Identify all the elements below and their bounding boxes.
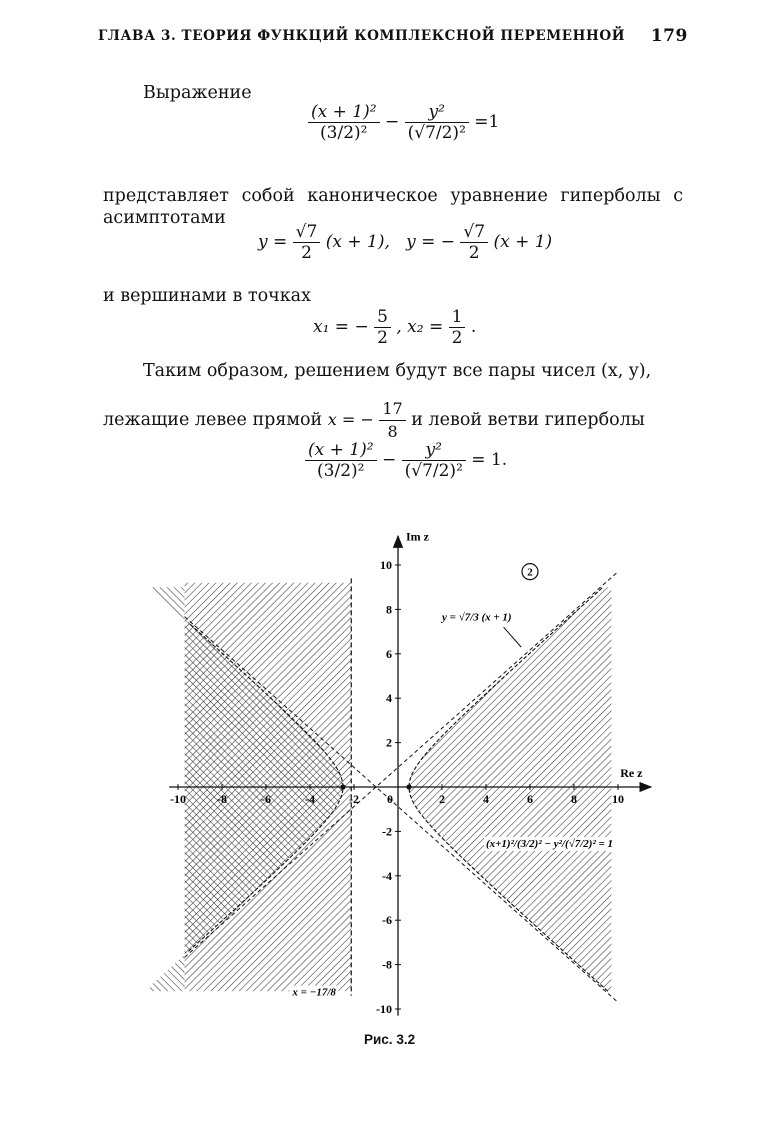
equation-asymptotes: y = $\frac{√7}{2}$ (x + 1), y = − $\frac{√7}{2}$ (x + 1) [258,222,553,263]
x-tick-label: 0 [387,792,393,806]
running-title: ГЛАВА 3. ТЕОРИЯ ФУНКЦИЙ КОМПЛЕКСНОЙ ПЕРЕМЕННОЙ [98,28,626,44]
equation-hyperbola-1: $\frac{\text{(x + 1)²}}{\text{(3/2)²}}$ − $\frac{\text{y²}}{\text{(√7/2)²}}$ =1 [308,102,499,143]
equation-hyperbola-2: $\frac{\text{(x + 1)²}}{\text{(3/2)²}}$ − $\frac{\text{y²}}{\text{(√7/2)²}}$ = 1. [305,440,507,481]
page-number: 179 [650,26,688,46]
region-right-branch [409,587,614,991]
y-axis-label: Im z [406,529,429,544]
hyperbola-label: (x+1)²/(3/2)² − y²/(√7/2)² = 1 [486,837,614,850]
y-tick-label: -2 [382,824,392,839]
equation-vertices: x₁ = − $\frac{5}{2}$ , x₂ = $\frac{1}{2}$ . [313,307,477,348]
x-tick-label: 8 [571,792,577,806]
y-tick-label: 8 [386,602,392,617]
asymptote-label: y = √7/3 (x + 1) [442,611,512,624]
y-tick-label: -8 [382,957,392,972]
y-tick-label: -6 [382,913,392,928]
y-tick-label: 10 [380,558,392,572]
paragraph-solution-line: лежащие левее прямой x = − $\frac{17}{8}$ и левой ветви гиперболы [103,399,645,441]
asymptote-label-leader [504,627,522,647]
line-label: x = −17/8 [292,986,336,999]
y-tick-label: 4 [386,691,392,706]
x-tick-label: -4 [305,792,315,806]
complex-plane-figure [150,500,660,1020]
figure-caption: Рис. 3.2 [364,1032,416,1047]
paragraph-asymptotes: представляет собой каноническое уравнение гиперболы с асимптотами [103,186,683,228]
x-tick-label: 6 [527,792,533,806]
running-header [98,28,688,44]
paragraph-intro: Выражение [143,83,252,103]
x-tick-label: 10 [612,792,624,806]
x-tick-label: 2 [439,792,445,806]
vertex-right [406,784,411,789]
vertex-left [340,784,345,789]
y-tick-label: -4 [382,868,392,883]
x-tick-label: -10 [170,792,186,806]
x-tick-label: -6 [261,792,271,806]
y-tick-label: 6 [386,646,392,661]
x-tick-label: 4 [483,792,489,806]
y-tick-label: -10 [376,1002,392,1016]
y-tick-label: 2 [386,735,392,750]
x-axis-label: Re z [620,766,643,780]
paragraph-solution: Таким образом, решением будут все пары чисел (x, y), [143,361,652,381]
x-tick-label: -8 [217,792,227,806]
paragraph-vertices: и вершинами в точках [103,286,311,306]
figure-marker: 2 [527,566,533,579]
x-tick-label: -2 [349,792,359,806]
